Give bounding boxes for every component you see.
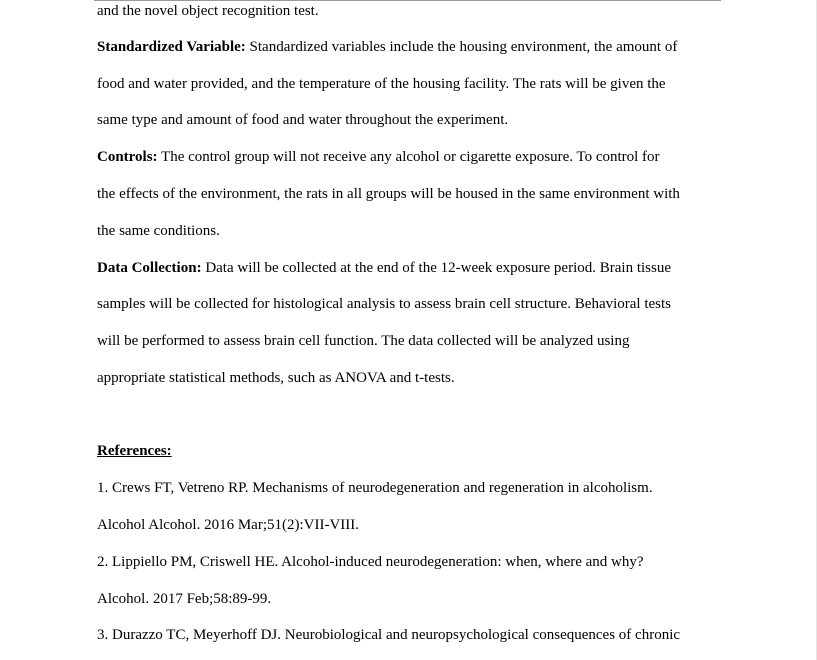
data-collection-text-1: Data will be collected at the end of the 12-week exposure period. Brain tissue: [201, 260, 671, 276]
data-collection-line-2: samples will be collected for histological analysis to assess brain cell structure. Behavioral tests: [97, 296, 672, 312]
standardized-line-1: [97, 37, 677, 57]
controls-line-2: the effects of the environment, the rats in all groups will be housed in the same environment with: [97, 186, 680, 202]
standardized-line-3: same type and amount of food and water throughout the experiment.: [97, 112, 509, 128]
controls-text-1: The control group will not receive any alcohol or cigarette exposure. To control for: [157, 149, 660, 165]
standardized-heading: Standardized Variable:: [97, 39, 246, 55]
data-collection-line-1: [97, 258, 671, 278]
controls-line-3: the same conditions.: [97, 223, 220, 239]
standardized-text-1: Standardized variables include the housing environment, the amount of: [245, 39, 678, 55]
data-collection-line-3: will be performed to assess brain cell function. The data collected will be analyzed using: [97, 333, 630, 349]
references-heading: References:: [97, 443, 172, 459]
reference-2-line-2: Alcohol. 2017 Feb;58:89-99.: [97, 591, 272, 607]
controls-heading: Controls:: [97, 149, 158, 165]
reference-1-line-2: Alcohol Alcohol. 2016 Mar;51(2):VII-VIII.: [97, 517, 360, 533]
reference-1-line-1: 1. Crews FT, Vetreno RP. Mechanisms of neurodegeneration and regeneration in alcoholism.: [97, 480, 653, 496]
intro-tail-line: and the novel object recognition test.: [97, 3, 319, 19]
reference-3-line-1: 3. Durazzo TC, Meyerhoff DJ. Neurobiological and neuropsychological consequences of chronic: [97, 627, 681, 643]
data-collection-heading: Data Collection:: [97, 260, 202, 276]
data-collection-line-4: appropriate statistical methods, such as ANOVA and t-tests.: [97, 370, 455, 386]
reference-2-line-1: 2. Lippiello PM, Criswell HE. Alcohol-induced neurodegeneration: when, where and why?: [97, 554, 644, 570]
controls-line-1: [97, 147, 660, 167]
standardized-line-2: food and water provided, and the temperature of the housing facility. The rats will be given the: [97, 76, 666, 92]
